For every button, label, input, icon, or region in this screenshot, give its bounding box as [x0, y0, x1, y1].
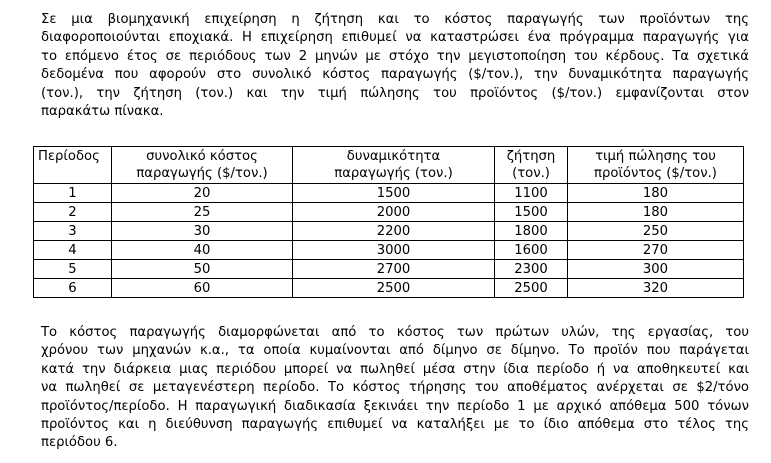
- text-line: χρόνου των μηχανών κ.α., τα οποία κυμαίνονται από δίμηνο σε δίμηνο. Το προϊόν που παράγεται: [41, 343, 749, 359]
- table-cell: 1: [34, 184, 112, 203]
- text-line: (τον.), την ζήτηση (τον.) και την τιμή πώλησης του προϊόντος ($/τον.) εμφανίζονται στον: [41, 85, 749, 101]
- table-cell: 40: [112, 241, 293, 260]
- table-cell: 30: [112, 222, 293, 241]
- text-line: το επόμενο έτος σε περιόδους των 2 μηνών με στόχο την μεγιστοποίηση του κέρδους. Τα σχετικά: [41, 48, 749, 64]
- header-line: Περίοδος: [38, 149, 100, 164]
- header-line: παραγωγής ($/τον.): [136, 166, 268, 181]
- table-row: [34, 184, 744, 203]
- table-cell: 270: [568, 241, 744, 260]
- header-line: προϊόντος ($/τον.): [594, 166, 717, 181]
- table-cell: 180: [568, 203, 744, 222]
- text-line: προϊόντος/περίοδο. Η παραγωγική διαδικασία ξεκινάει την περίοδο 1 με αρχικό απόθεμα 500 τόνων: [41, 398, 749, 414]
- text-line: κατά την διάρκεια μιας περιόδου μπορεί να πωληθεί μέσα στην ίδια περίοδο ή να αποθηκευτεί και: [41, 361, 749, 377]
- table-cell: 3: [34, 222, 112, 241]
- table-header-row: [34, 147, 744, 184]
- cost-description-paragraph: [41, 324, 749, 453]
- table-cell: 2500: [495, 279, 568, 298]
- table-cell: 20: [112, 184, 293, 203]
- intro-paragraph: [41, 11, 749, 121]
- text-line: να πωληθεί σε μεταγενέστερη περίοδο. Το κόστος τήρησης του αποθέματος ανέρχεται σε $2/τόνο: [41, 380, 749, 396]
- text-line: Σε μια βιομηχανική επιχείρηση η ζήτηση και το κόστος παραγωγής των προϊόντων της: [41, 12, 749, 27]
- table-cell: 2000: [293, 203, 495, 222]
- table-cell: 1100: [495, 184, 568, 203]
- text-line: Το κόστος παραγωγής διαμορφώνεται από το κόστος των πρώτων υλών, της εργασίας, του: [41, 325, 749, 340]
- header-period: [34, 147, 112, 184]
- table-cell: 180: [568, 184, 744, 203]
- table-cell: 2300: [495, 260, 568, 279]
- table-row: [34, 260, 744, 279]
- table-row: [34, 279, 744, 298]
- header-line: παραγωγής (τον.): [334, 166, 453, 181]
- table-cell: 2: [34, 203, 112, 222]
- table-cell: 1500: [495, 203, 568, 222]
- header-line: τιμή πώλησης του: [595, 149, 716, 164]
- table-row: [34, 241, 744, 260]
- header-demand: [495, 147, 568, 184]
- header-sale-price: [568, 147, 744, 184]
- table-row: [34, 222, 744, 241]
- header-line: συνολικό κόστος: [146, 149, 258, 164]
- table-row: [34, 203, 744, 222]
- text-line: παρακάτω πίνακα.: [41, 104, 164, 120]
- header-line: (τον.): [512, 166, 550, 181]
- header-line: ζήτηση: [506, 149, 556, 164]
- table-cell: 6: [34, 279, 112, 298]
- table-cell: 3000: [293, 241, 495, 260]
- table-cell: 1800: [495, 222, 568, 241]
- table-cell: 1600: [495, 241, 568, 260]
- table-cell: 300: [568, 260, 744, 279]
- table-cell: 5: [34, 260, 112, 279]
- table-cell: 250: [568, 222, 744, 241]
- text-line: προϊόντος και η διεύθυνση παραγωγής επιθυμεί να καταλήξει με το ίδιο απόθεμα στο τέλος της: [41, 417, 749, 433]
- table-cell: 60: [112, 279, 293, 298]
- table-cell: 2500: [293, 279, 495, 298]
- header-total-cost: [112, 147, 293, 184]
- table-cell: 2700: [293, 260, 495, 279]
- production-data-table: [33, 146, 744, 298]
- table-cell: 320: [568, 279, 744, 298]
- header-line: δυναμικότητα: [346, 149, 441, 164]
- header-capacity: [293, 147, 495, 184]
- table-cell: 4: [34, 241, 112, 260]
- table-cell: 50: [112, 260, 293, 279]
- table-cell: 1500: [293, 184, 495, 203]
- table-cell: 25: [112, 203, 293, 222]
- text-line: διαφοροποιούνται εποχιακά. Η επιχείρηση επιθυμεί να καταστρώσει ένα πρόγραμμα παραγωγής για: [41, 30, 749, 46]
- text-line: δεδομένα που αφορούν στο συνολικό κόστος παραγωγής ($/τον.), την δυναμικότητα παραγωγής: [41, 67, 749, 83]
- text-line: περιόδου 6.: [41, 435, 118, 451]
- table-cell: 2200: [293, 222, 495, 241]
